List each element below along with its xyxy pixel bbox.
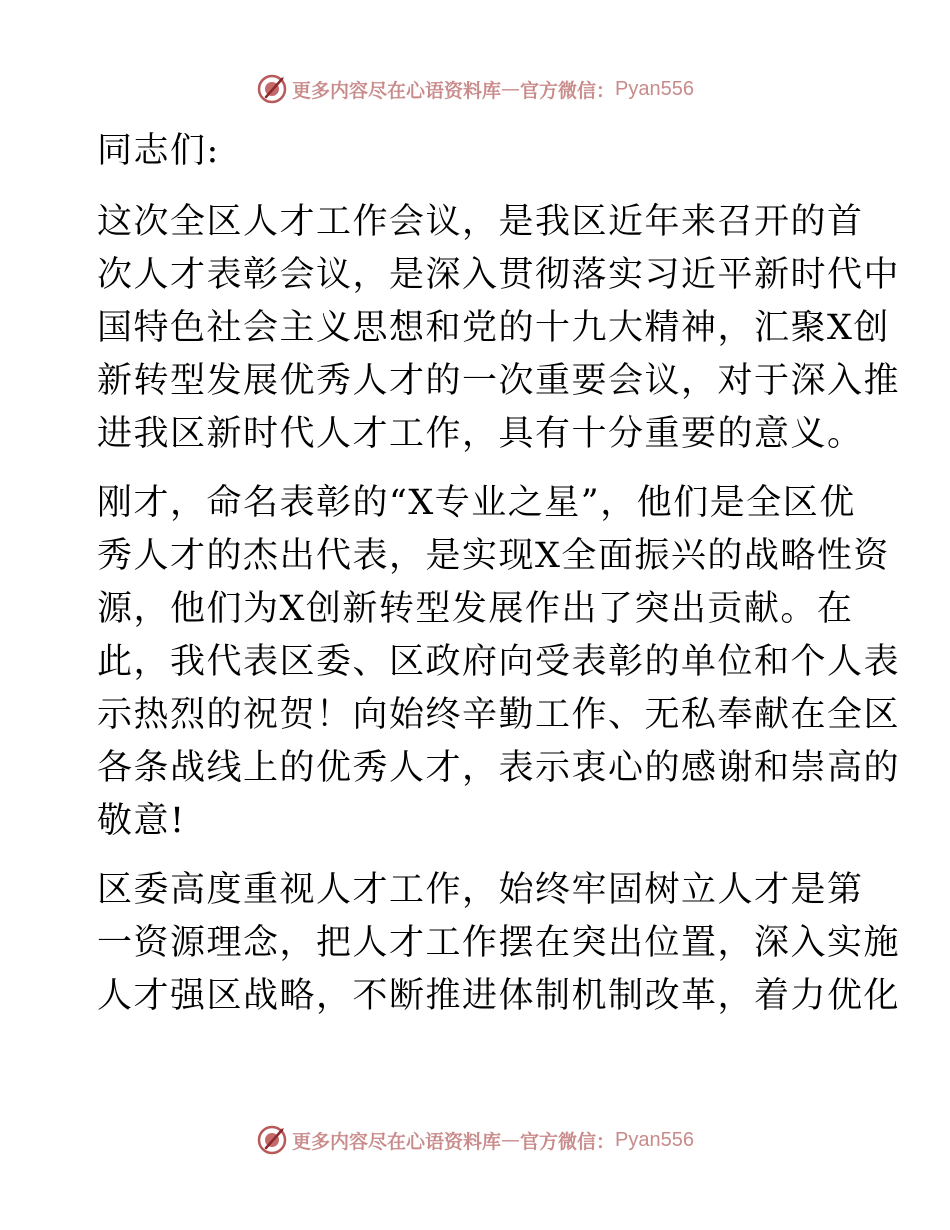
paragraph-3 xyxy=(97,864,901,1023)
text-line: 此，我代表区委、区政府向受表彰的单位和个人表 xyxy=(97,642,901,682)
text-line: 次人才表彰会议，是深入贯彻落实习近平新时代中 xyxy=(97,255,901,295)
text-line: 进我区新时代人才工作，具有十分重要的意义。 xyxy=(97,414,864,454)
text-line: 国特色社会主义思想和党的十九大精神，汇聚X创 xyxy=(97,308,890,348)
header-watermark xyxy=(0,72,950,106)
footer-watermark xyxy=(0,1123,950,1157)
watermark-official-text: 官方微信： xyxy=(520,1130,616,1153)
paragraph-2 xyxy=(97,477,901,848)
watermark-logo-icon xyxy=(256,1124,288,1156)
text-line: 一资源理念，把人才工作摆在突出位置，深入实施 xyxy=(97,923,901,963)
text-line: 刚才，命名表彰的“X专业之星”，他们是全区优 xyxy=(97,483,856,523)
text-line: 新转型发展优秀人才的一次重要会议，对于深入推 xyxy=(97,361,901,401)
text-line: 人才强区战略，不断推进体制机制改革，着力优化 xyxy=(97,976,901,1016)
text-line: 区委高度重视人才工作，始终牢固树立人才是第 xyxy=(97,870,864,910)
text-line: 源，他们为X创新转型发展作出了突出贡献。在 xyxy=(97,589,854,629)
watermark-main-text: 更多内容尽在心语资料库 xyxy=(292,1130,502,1153)
paragraph-1 xyxy=(97,196,901,461)
watermark-separator: — xyxy=(501,1129,521,1151)
text-line: 敬意! xyxy=(97,801,186,841)
watermark-main-text: 更多内容尽在心语资料库 xyxy=(292,79,502,102)
greeting: 同志们: xyxy=(97,131,220,171)
text-line: 秀人才的杰出代表，是实现X全面振兴的战略性资 xyxy=(97,536,890,576)
watermark-logo-icon xyxy=(256,73,288,105)
watermark-account: Pyan556 xyxy=(615,77,694,100)
document-body xyxy=(97,122,901,1023)
text-line: 这次全区人才工作会议，是我区近年来召开的首 xyxy=(97,202,864,242)
watermark-account: Pyan556 xyxy=(615,1128,694,1151)
text-line: 示热烈的祝贺！向始终辛勤工作、无私奉献在全区 xyxy=(97,695,901,735)
text-line: 各条战线上的优秀人才，表示衷心的感谢和崇高的 xyxy=(97,748,901,788)
watermark-separator: — xyxy=(501,78,521,100)
watermark-official-text: 官方微信： xyxy=(520,79,616,102)
